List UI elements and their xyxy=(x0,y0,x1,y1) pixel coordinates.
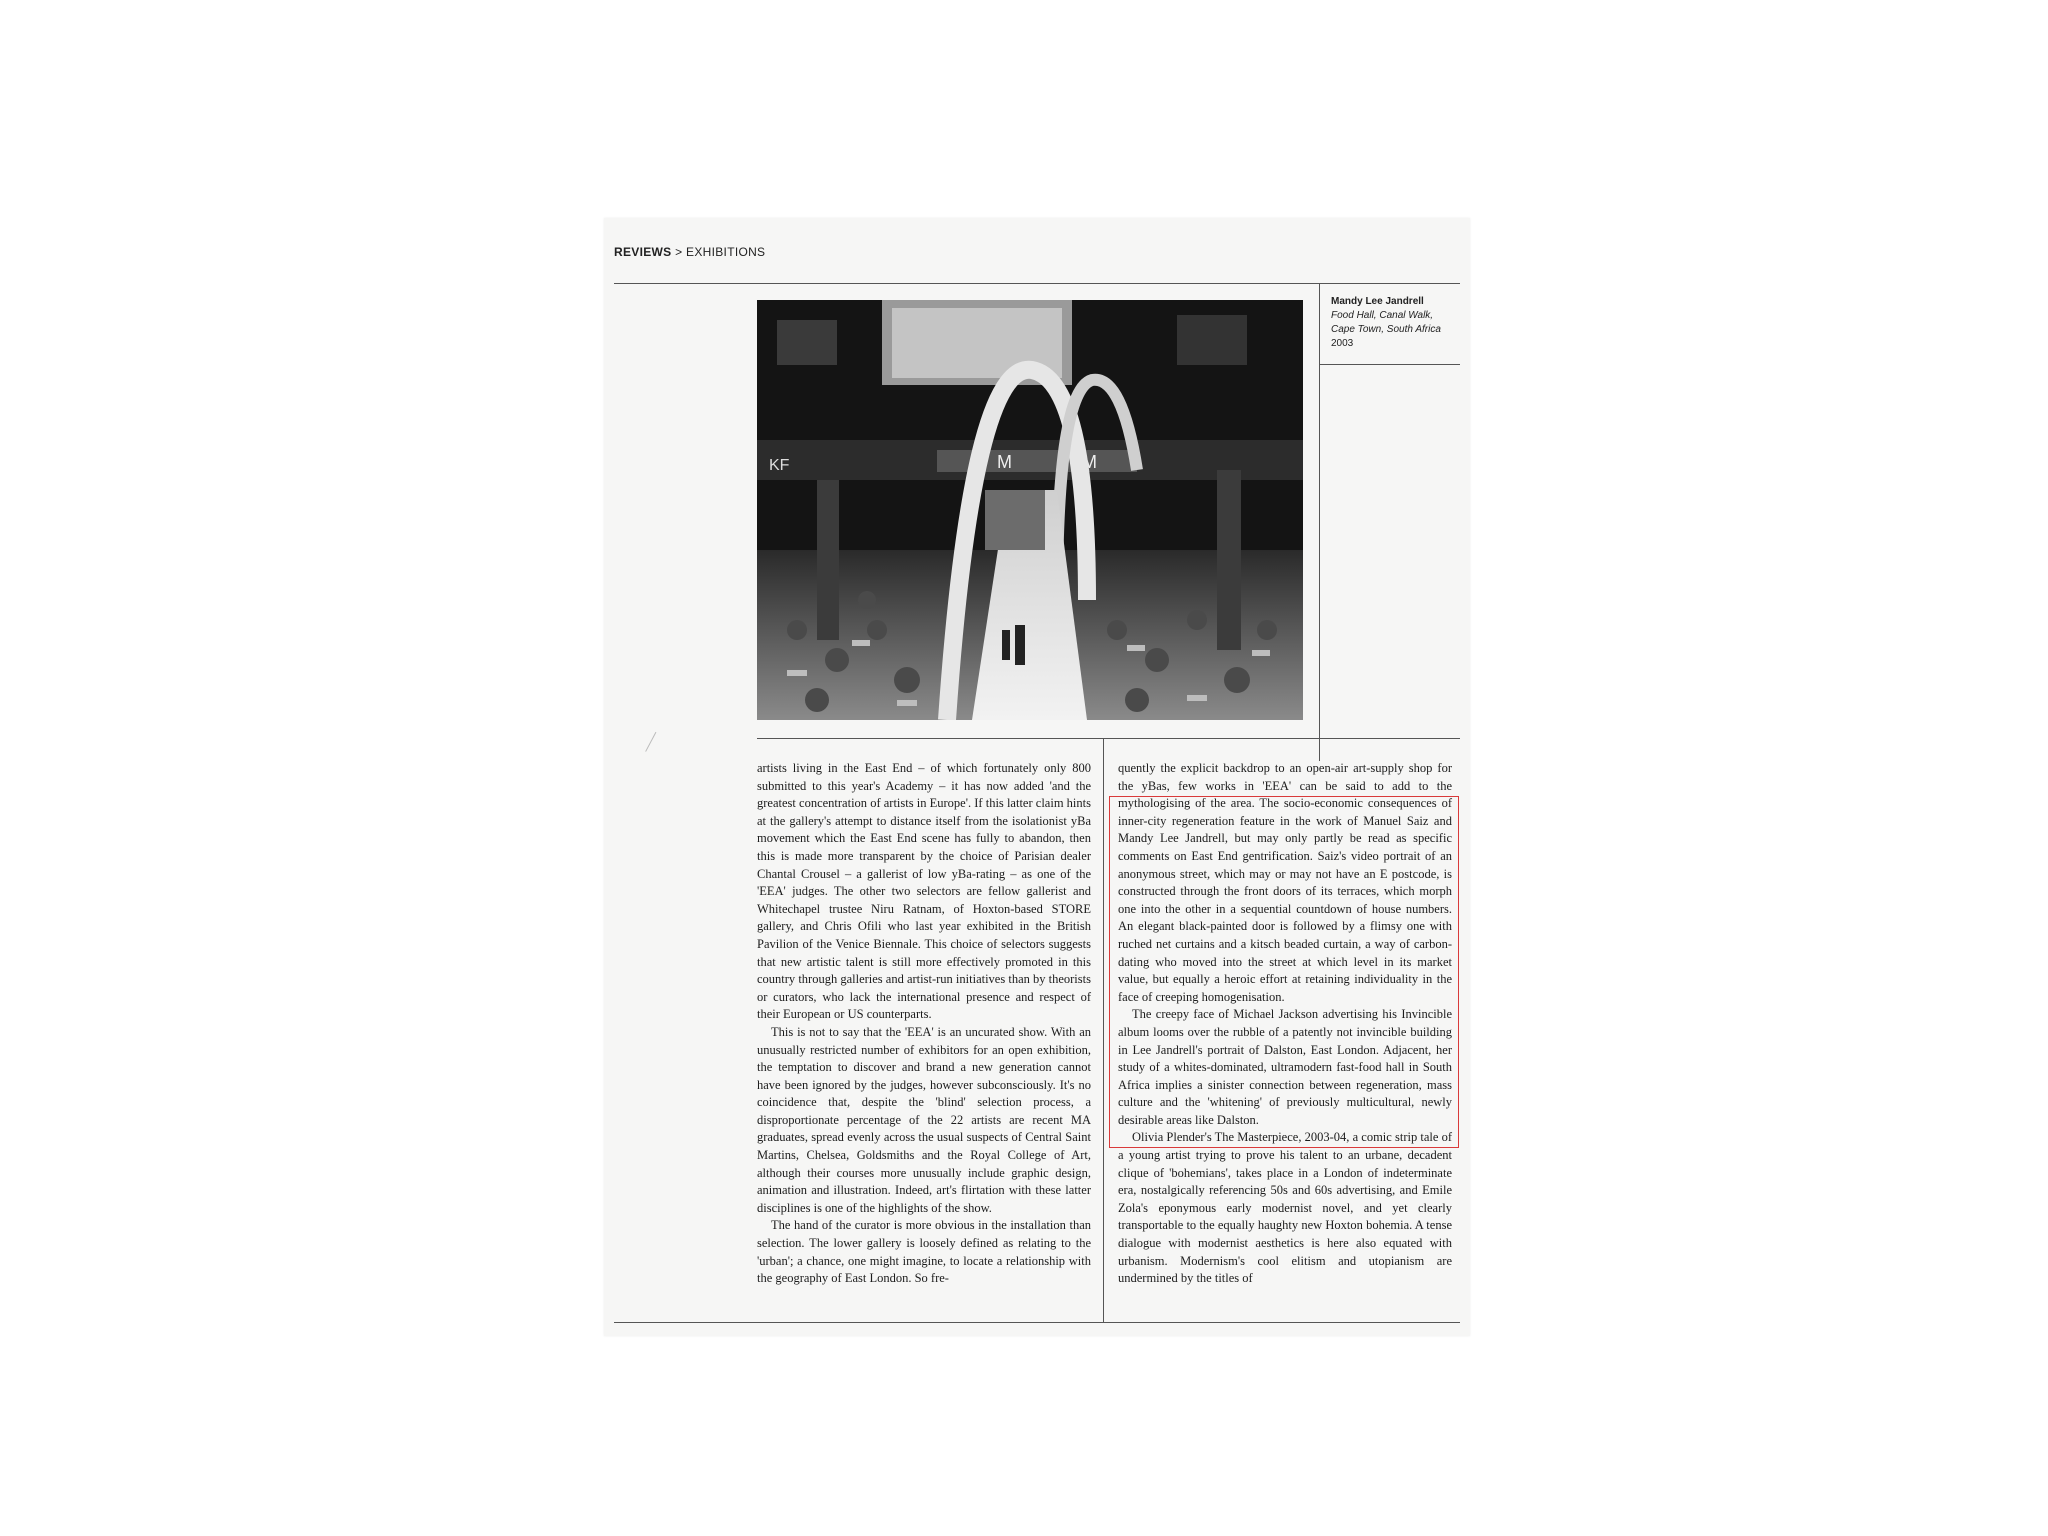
scan-mark xyxy=(645,732,676,762)
paragraph: artists living in the East End – of which fortunately only 800 submitted to this year's Academy – it has now added 'and the greatest concentration of artists in Europe'. If this latter claim hints at the gallery's attempt to distance itself from the isolationist yBa movement which the East End scene has fully to abandon, then this is made more transparent by the choice of Parisian dealer Chantal Crousel – a gallerist of low yBa-rating – as one of the 'EEA' judges. The other two selectors are fellow gallerist and Whitechapel trustee Niru Ratnam, of Hoxton-based STORE gallery, and Chris Ofili who last year exhibited in the British Pavilion of the Venice Biennale. This choice of selectors suggests that new artistic talent is still more effectively promoted in this country through galleries and artist-run initiatives than by theorists or curators, who lack the international presence and respect of their European or US counterparts. xyxy=(757,761,1091,1022)
mid-rule xyxy=(757,738,1460,739)
paragraph: quently the explicit backdrop to an open-air art-supply shop for the yBas, few works in 'EEA' can be said to add to the mythologising of the area. The socio-economic consequences of inner-city regeneration feature in the work of Manuel Saiz and Mandy Lee Jandrell, but may only partly be read as specific comments on East End gentrification. Saiz's video portrait of an anonymous street, which may or may not have an E postcode, is constructed through the front doors of its terraces, which morph one into the other in a sequential countdown of house numbers. An elegant black-painted door is followed by a flimsy one with ruched net curtains and a kitsch beaded curtain, a way of carbon-dating who moved into the street at which level in its market value, but equally a heroic effort at retaining individuality in the face of creeping homogenisation. xyxy=(1118,761,1452,1004)
header-subsection: EXHIBITIONS xyxy=(686,245,766,259)
header-separator: > xyxy=(675,245,683,259)
caption-artist: Mandy Lee Jandrell xyxy=(1331,296,1424,307)
paragraph: The hand of the curator is more obvious in the installation than selection. The lower gallery is loosely defined as relating to the 'urban'; a chance, one might imagine, to locate a relationship with the geography of East London. So fre- xyxy=(757,1218,1091,1286)
column-divider xyxy=(1103,738,1104,1323)
header-section: REVIEWS xyxy=(614,245,672,259)
caption-work-line1: Food Hall, Canal Walk, xyxy=(1331,310,1434,321)
caption-year: 2003 xyxy=(1331,338,1354,349)
food-court-photo-icon xyxy=(757,300,1303,720)
caption-rule xyxy=(1319,364,1460,365)
scanned-page xyxy=(604,218,1470,1336)
svg-text:M: M xyxy=(997,452,1012,472)
paragraph: This is not to say that the 'EEA' is an uncurated show. With an unusually restricted number of exhibitors for an open exhibition, the temptation to discover and brand a new generation cannot have been ignored by the judges, however subconsciously. It's no coincidence that, despite the 'blind' selection process, a disproportionate percentage of the 22 artists are recent MA graduates, spread evenly across the usual suspects of Central Saint Martins, Chelsea, Goldsmiths and the Royal College of Art, although their courses more unusually include graphic design, animation and illustration. Indeed, art's flirtation with these latter disciplines is one of the highlights of the show. xyxy=(757,1024,1091,1215)
caption-work-line2: Cape Town, South Africa xyxy=(1331,324,1441,335)
top-rule xyxy=(614,283,1460,284)
paragraph: The creepy face of Michael Jackson advertising his Invincible album looms over the rubble of a patently not invincible building in Lee Jandrell's portrait of Dalston, East London. Adjacent, her study of a whites-dominated, ultramodern fast-food hall in South Africa implies a sinister connection between regeneration, mass culture and the 'whitening' of previously multicultural, newly desirable areas like Dalston. xyxy=(1118,1007,1452,1127)
svg-text:M: M xyxy=(1082,452,1097,472)
svg-text:KF: KF xyxy=(769,457,790,474)
caption-divider xyxy=(1319,283,1320,761)
photo-caption xyxy=(1331,295,1455,351)
right-column xyxy=(1118,760,1452,1288)
bottom-rule xyxy=(614,1322,1460,1323)
food-hall-photo xyxy=(757,300,1303,720)
left-column xyxy=(757,760,1091,1288)
paragraph: Olivia Plender's The Masterpiece, 2003-04, a comic strip tale of a young artist trying to prove his talent to an urbane, decadent clique of 'bohemians', takes place in a London of indeterminate era, nostalgically referencing 50s and 60s advertising, and Emile Zola's eponymous early modernist novel, and yet clearly transportable to the equally haughty new Hoxton bohemia. A tense dialogue with modernist aesthetics is here also equated with urbanism. Modernism's cool elitism and utopianism are undermined by the titles of xyxy=(1118,1130,1452,1286)
section-header xyxy=(614,245,765,259)
